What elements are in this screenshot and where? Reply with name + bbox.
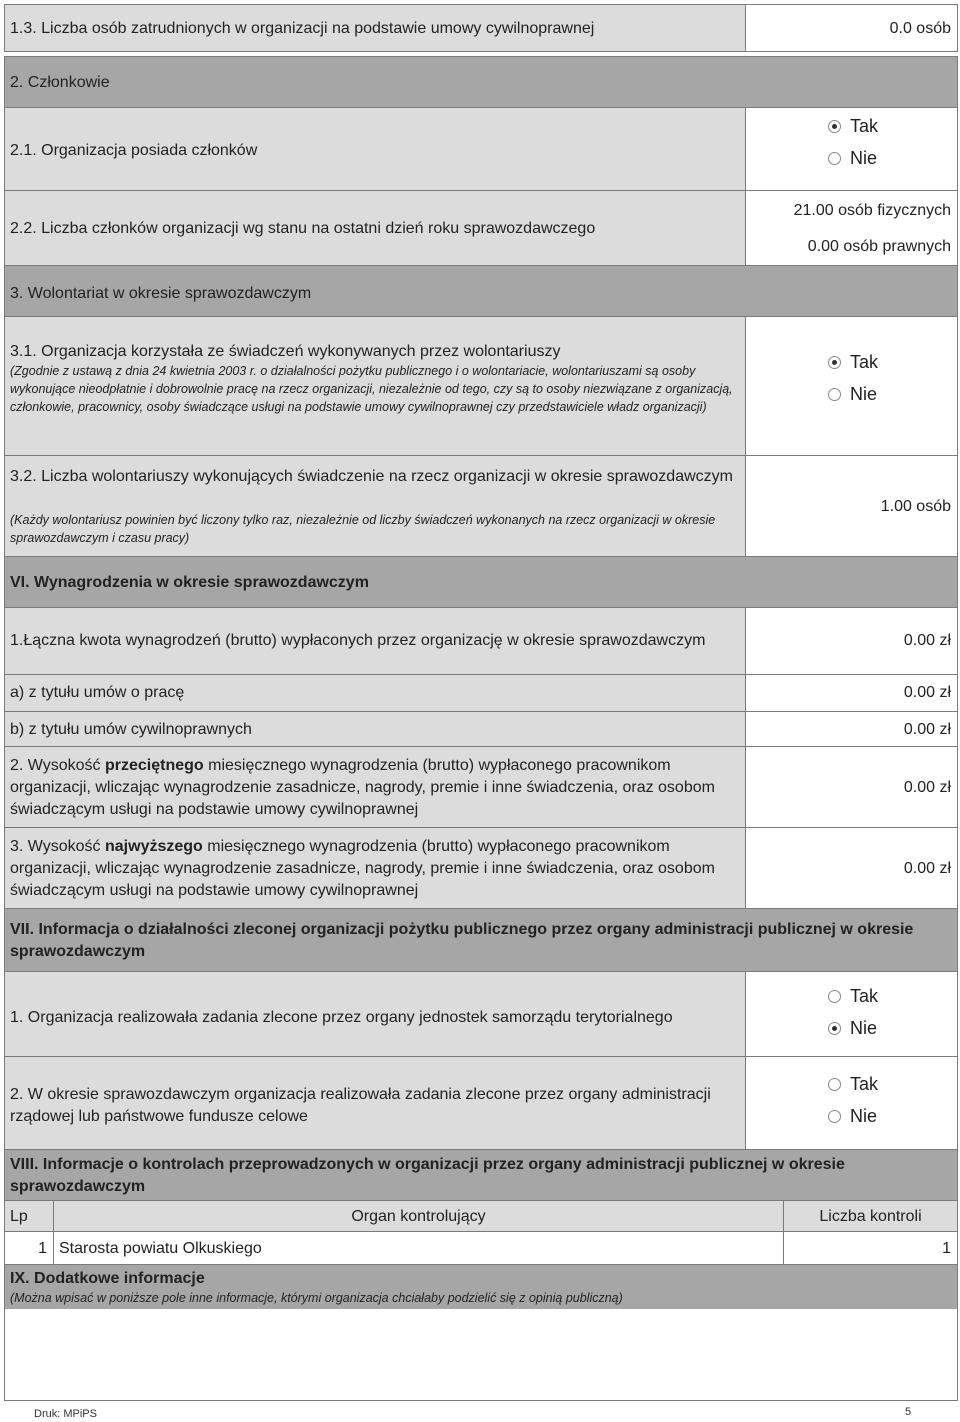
additional-info-field[interactable] <box>4 1309 958 1401</box>
employment-contracts-value: 0.00 zł <box>903 684 951 701</box>
label-cell <box>4 971 746 1057</box>
has-members-label: 2.1. Organizacja posiada członków <box>10 142 258 159</box>
radio-yes[interactable]: Tak <box>828 980 878 1012</box>
radio-cell <box>745 1056 958 1150</box>
radio-no[interactable]: Nie <box>828 1012 878 1044</box>
row-organ: Starosta powiatu Olkuskiego <box>59 1240 262 1257</box>
section-additional-title: IX. Dodatkowe informacje <box>10 1270 205 1287</box>
radio-yes[interactable]: Tak <box>828 110 878 142</box>
radio-cell <box>745 107 958 191</box>
section-header <box>4 1149 958 1201</box>
average-salary-label: 2. Wysokość przeciętnego miesięcznego wynagrodzenia (brutto) wypłaconego pracownikom organizacji, wliczając wynagrodzenie zasadnicze, nagrody, premie i inne świadczenia, oraz osobom świadczącym usługi na podstawie umowy cywilnoprawnej <box>10 757 715 818</box>
row-count: 1 <box>942 1240 951 1257</box>
members-legal-value: 0.00 osób prawnych <box>807 238 951 255</box>
row-has-members <box>4 107 958 191</box>
value-cell <box>745 455 958 557</box>
row-used-volunteers <box>4 316 958 456</box>
local-gov-tasks-label: 1. Organizacja realizowała zadania zlecone przez organy jednostek samorządu terytorialnego <box>10 1009 673 1026</box>
row-state-gov-tasks <box>4 1056 958 1150</box>
civil-contracts-label: b) z tytułu umów cywilnoprawnych <box>10 721 252 738</box>
cell-count <box>783 1231 958 1265</box>
header-cell-organ <box>53 1200 784 1232</box>
average-emphasis: przeciętnego <box>105 757 204 774</box>
employees-civil-value: 0.0 osób <box>889 20 951 37</box>
label-cell <box>4 1056 746 1150</box>
header-count: Liczba kontroli <box>819 1208 922 1225</box>
radio-cell <box>745 971 958 1057</box>
value-cell <box>745 711 958 747</box>
value-cell <box>745 4 958 52</box>
section-members-title: 2. Członkowie <box>10 74 110 91</box>
section-volunteering <box>4 265 958 317</box>
section-additional-note: (Można wpisać w poniższe pole inne informacje, którymi organizacja chciałaby podzielić się z opinią publiczną) <box>10 1291 623 1305</box>
label-cell <box>4 674 746 712</box>
row-average-salary <box>4 746 958 828</box>
label-cell <box>4 746 746 828</box>
highest-salary-value: 0.00 zł <box>903 860 951 877</box>
section-commissioned-title: VII. Informacja o działalności zleconej organizacji pożytku publicznego przez organy administracji publicznej w okresie sprawozdawczym <box>10 921 914 960</box>
members-physical-value: 21.00 osób fizycznych <box>793 202 951 219</box>
total-salaries-value: 0.00 zł <box>903 632 951 649</box>
footer-print-label: Druk: MPiPS <box>34 1408 97 1420</box>
section-inspections-title: VIII. Informacje o kontrolach przeprowadzonych w organizacji przez organy administracji publicznej w okresie sprawozdawczym <box>10 1156 845 1195</box>
footer-page-number: 5 <box>905 1406 912 1418</box>
radio-empty-icon <box>828 990 841 1003</box>
highest-emphasis: najwyższego <box>105 838 203 855</box>
value-cell <box>745 607 958 675</box>
section-header <box>4 265 958 317</box>
section-header <box>4 908 958 972</box>
employees-civil-label: 1.3. Liczba osób zatrudnionych w organizacji na podstawie umowy cywilnoprawnej <box>10 20 595 37</box>
row-employees-civil <box>4 4 958 52</box>
radio-checked-icon <box>828 356 841 369</box>
used-volunteers-label: 3.1. Organizacja korzystała ze świadczeń wykonywanych przez wolontariuszy <box>10 343 561 360</box>
radio-empty-icon <box>828 1110 841 1123</box>
row-lp: 1 <box>38 1240 47 1257</box>
label-cell <box>4 607 746 675</box>
additional-info-box[interactable] <box>4 1309 958 1401</box>
section-members <box>4 56 958 108</box>
section-commissioned-tasks <box>4 908 958 972</box>
section-volunteering-title: 3. Wolontariat w okresie sprawozdawczym <box>10 285 312 302</box>
row-highest-salary <box>4 827 958 909</box>
value-cell <box>745 827 958 909</box>
row-civil-contracts <box>4 711 958 747</box>
label-cell <box>4 827 746 909</box>
label-cell <box>4 455 746 557</box>
section-salaries-title: VI. Wynagrodzenia w okresie sprawozdawczym <box>10 574 369 591</box>
member-count-label: 2.2. Liczba członków organizacji wg stanu na ostatni dzień roku sprawozdawczego <box>10 220 596 237</box>
row-employment-contracts <box>4 674 958 712</box>
cell-organ <box>53 1231 784 1265</box>
section-salaries <box>4 556 958 608</box>
row-member-count <box>4 190 958 266</box>
radio-empty-icon <box>828 1078 841 1091</box>
label-cell <box>4 711 746 747</box>
row-local-gov-tasks <box>4 971 958 1057</box>
volunteer-count-note: (Każdy wolontariusz powinien być liczony tylko raz, niezależnie od liczby świadczeń wykonanych na rzecz organizacji w okresie sprawozdawczym i czasu pracy) <box>10 513 716 545</box>
header-organ: Organ kontrolujący <box>351 1208 486 1225</box>
radio-checked-icon <box>828 120 841 133</box>
state-gov-tasks-radio <box>828 1068 878 1132</box>
table-row <box>4 1231 958 1265</box>
radio-yes[interactable]: Tak <box>828 346 878 378</box>
header-cell-count <box>783 1200 958 1232</box>
label-cell <box>4 316 746 456</box>
employment-contracts-label: a) z tytułu umów o pracę <box>10 684 185 701</box>
volunteer-count-label: 3.2. Liczba wolontariuszy wykonujących świadczenie na rzecz organizacji w okresie sprawozdawczym <box>10 468 733 485</box>
value-cell <box>745 190 958 266</box>
section-inspections <box>4 1149 958 1201</box>
radio-no[interactable]: Nie <box>828 142 878 174</box>
label-cell <box>4 190 746 266</box>
row-volunteer-count <box>4 455 958 557</box>
highest-salary-label: 3. Wysokość najwyższego miesięcznego wynagrodzenia (brutto) wypłaconego pracownikom organizacji, wliczając wynagrodzenie zasadnicze, nagrody, premie i inne świadczenia, oraz osobom świadczącym usługi na podstawie umowy cywilnoprawnej <box>10 838 715 899</box>
value-cell <box>745 746 958 828</box>
section-header <box>4 556 958 608</box>
header-lp: Lp <box>10 1208 28 1225</box>
used-volunteers-note: (Zgodnie z ustawą z dnia 24 kwietnia 2003 r. o działalności pożytku publicznego i o wolontariacie, wolontariuszami są osoby wykonujące nieodpłatnie i dobrowolnie pracę na rzecz organizacji, niezależnie od tego, czy są to osoby niezwiązane z organizacją, członkowie, pracownicy, osoby świadczące usługi na podstawie umowy cywilnoprawnej czy przedstawiciele władz organizacji) <box>10 364 733 414</box>
civil-contracts-value: 0.00 zł <box>903 721 951 738</box>
radio-cell <box>745 316 958 456</box>
radio-empty-icon <box>828 388 841 401</box>
local-gov-tasks-radio <box>828 980 878 1044</box>
cell-lp <box>4 1231 54 1265</box>
row-total-salaries <box>4 607 958 675</box>
radio-no[interactable]: Nie <box>828 1100 878 1132</box>
has-members-radio <box>828 110 878 174</box>
state-gov-tasks-label: 2. W okresie sprawozdawczym organizacja realizowała zadania zlecone przez organy administracji rządowej lub państwowe fundusze celowe <box>10 1086 711 1125</box>
section-header <box>4 1264 958 1310</box>
radio-empty-icon <box>828 152 841 165</box>
radio-checked-icon <box>828 1022 841 1035</box>
average-salary-value: 0.00 zł <box>903 779 951 796</box>
radio-yes[interactable]: Tak <box>828 1068 878 1100</box>
header-cell-lp <box>4 1200 54 1232</box>
volunteer-count-value: 1.00 osób <box>880 498 951 515</box>
used-volunteers-radio <box>828 346 878 410</box>
section-header <box>4 56 958 108</box>
controls-table-header <box>4 1200 958 1232</box>
value-cell <box>745 674 958 712</box>
section-additional-info <box>4 1264 958 1310</box>
label-cell <box>4 107 746 191</box>
total-salaries-label: 1.Łączna kwota wynagrodzeń (brutto) wypłaconych przez organizację w okresie sprawozdawczym <box>10 632 706 649</box>
label-cell <box>4 4 746 52</box>
radio-no[interactable]: Nie <box>828 378 878 410</box>
